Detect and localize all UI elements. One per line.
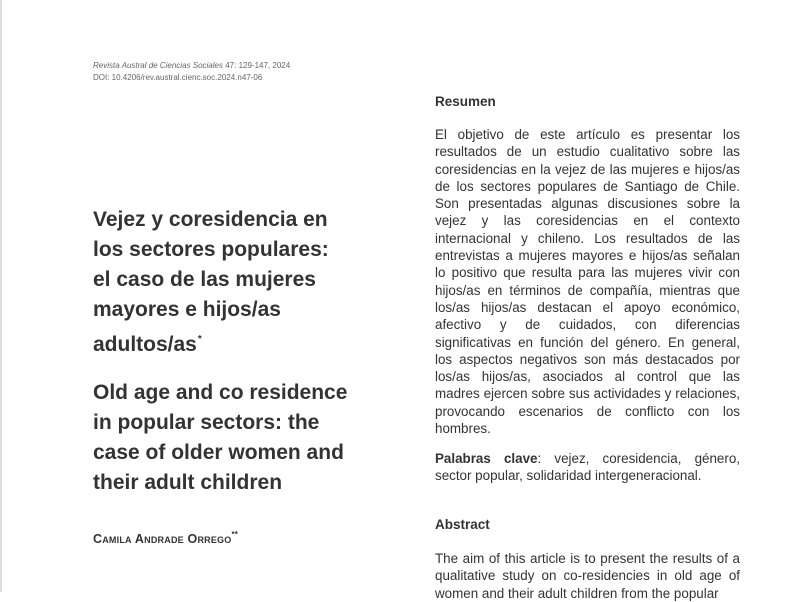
title-es-line: adultos/as: [93, 333, 197, 356]
article-titles: [93, 205, 413, 498]
journal-doi: DOI: 10.4206/rev.austral.cienc.soc.2024.n47-06: [93, 73, 263, 82]
title-en-line: case of older women and: [93, 441, 344, 464]
resumen-text: El objetivo de este artículo es presentar los resultados de un estudio cualitativo sobre las coresidencias en la vejez de las mujeres e hijos/as de los sectores populares de Santiago de Chile. Son presentadas algunas discusiones sobre la vejez y las coresidencias en el contexto internacional y chileno. Los resultados de las entrevistas a mujeres mayores e hijos/as señalan lo positivo que resulta para las mujeres vivir con hijos/as en términos de compañía, mientras que los/as hijos/as destacan el apoyo económico, afectivo y de cuidados, con diferencias significativas en función del género. En general, los aspectos negativos son más destacados por los/as hijos/as, asociados al control que las madres ejercen sobre sus actividades y relaciones, provocando escenarios de conflicto con los hombres.: [435, 127, 740, 437]
title-en-line: Old age and co residence: [93, 381, 348, 404]
title-es-line: Vejez y coresidencia en: [93, 208, 328, 231]
resumen-section: [435, 94, 740, 109]
title-en-line: their adult children: [93, 471, 283, 494]
title-english: [93, 378, 413, 498]
title-spanish: [93, 205, 413, 360]
author-name: Camila Andrade Orrego: [93, 532, 232, 546]
abstract-section: [435, 517, 740, 532]
abstract-heading: Abstract: [435, 517, 490, 532]
author-footnote-mark[interactable]: **: [231, 530, 239, 539]
journal-volume: 47: 129-147, 2024: [225, 61, 291, 70]
title-footnote-mark[interactable]: *: [197, 334, 202, 345]
journal-name: Revista Austral de Ciencias Sociales: [93, 61, 223, 70]
keywords-paragraph: [435, 450, 740, 485]
keywords-text: : vejez, coresidencia, género, sector popular, solidaridad intergeneracional.: [435, 451, 740, 484]
page-edge: [0, 0, 2, 592]
title-en-line: in popular sectors: the: [93, 411, 320, 434]
resumen-body: [435, 126, 740, 437]
author-byline: [93, 530, 238, 546]
abstract-text: The aim of this article is to present the results of a qualitative study on co-residencies in old age of women and their adult children from the popular: [435, 551, 740, 601]
abstract-body: [435, 550, 740, 602]
keywords-block: [435, 450, 740, 485]
title-es-line: mayores e hijos/as: [93, 298, 281, 321]
journal-citation-line: [93, 60, 290, 72]
title-es-line: los sectores populares:: [93, 238, 329, 261]
title-es-line: el caso de las mujeres: [93, 268, 316, 291]
journal-citation: [93, 60, 290, 84]
resumen-heading: Resumen: [435, 94, 496, 109]
keywords-label: Palabras clave: [435, 451, 538, 466]
